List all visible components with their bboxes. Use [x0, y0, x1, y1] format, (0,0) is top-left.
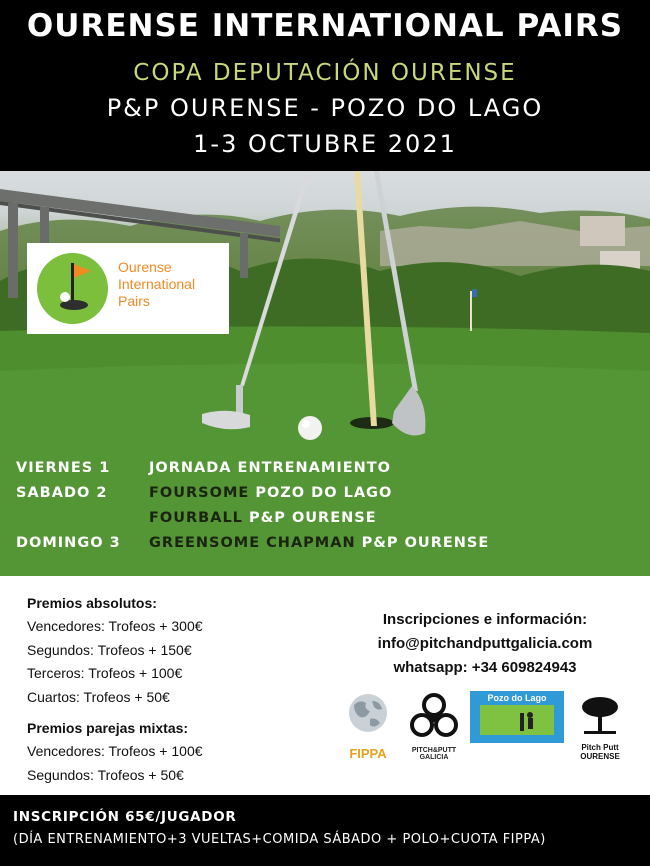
event-subtitle: COPA DEPUTACIÓN OURENSE — [133, 60, 517, 86]
tree-icon — [570, 691, 630, 741]
schedule-event: GREENSOME CHAPMAN P&P OURENSE — [149, 535, 490, 551]
schedule-event: FOURSOME POZO DO LAGO — [149, 485, 393, 501]
pozo-label: Pozo do Lago — [487, 693, 547, 703]
prize-line: Segundos: Trofeos + 150€ — [27, 641, 192, 658]
globe-icon — [340, 691, 396, 741]
prize-line: Vencedores: Trofeos + 100€ — [27, 743, 203, 759]
ourense-pairs-logo — [27, 243, 229, 334]
prize-line: Vencedores: Trofeos + 300€ — [27, 618, 203, 634]
schedule-event: JORNADA ENTRENAMIENTO — [149, 460, 391, 476]
contact-whatsapp[interactable]: whatsapp: +34 609824943 — [393, 659, 577, 676]
contact-email[interactable]: info@pitchandputtgalicia.com — [377, 635, 593, 652]
pp-ourense-logo: Pitch Putt OURENSE — [570, 691, 630, 761]
fippa-logo: FIPPA — [340, 691, 396, 761]
logo-text: Ourense International Pairs — [118, 259, 196, 309]
schedule-day: DOMINGO 3 — [16, 535, 121, 551]
prizes-absolute-heading: Premios absolutos: — [27, 595, 157, 611]
event-dates: 1-3 OCTUBRE 2021 — [193, 130, 457, 158]
poster-header — [0, 0, 650, 171]
golf-photo — [0, 171, 650, 576]
event-title: OURENSE INTERNATIONAL PAIRS — [26, 8, 624, 44]
contact-heading: Inscripciones e información: — [382, 611, 588, 628]
schedule-day: VIERNES 1 — [16, 460, 111, 476]
pozo-do-lago-logo — [470, 691, 564, 761]
schedule-day: SABADO 2 — [16, 485, 108, 501]
schedule-event: FOURBALL P&P OURENSE — [149, 510, 377, 526]
agapp-logo: PITCH&PUTT GALICIA — [402, 691, 466, 761]
prizes-list — [27, 592, 203, 787]
registration-fee: INSCRIPCIÓN 65€/JUGADOR — [13, 809, 237, 825]
triskelion-icon — [402, 691, 466, 743]
prize-line: Cuartos: Trofeos + 50€ — [27, 688, 170, 705]
poster-footer — [0, 795, 650, 866]
registration-includes: (DÍA ENTRENAMIENTO+3 VUELTAS+COMIDA SÁBADO + POLO+CUOTA FIPPA) — [13, 832, 546, 847]
info-section — [0, 576, 650, 795]
prize-line: Terceros: Trofeos + 100€ — [27, 665, 183, 681]
contact-info — [330, 608, 640, 680]
golf-flag-icon — [37, 253, 108, 324]
prize-line: Segundos: Trofeos + 50€ — [27, 766, 184, 783]
sponsor-logos — [340, 691, 630, 761]
prizes-mixed-heading: Premios parejas mixtas: — [27, 720, 189, 736]
event-venue: P&P OURENSE - POZO DO LAGO — [106, 94, 544, 122]
